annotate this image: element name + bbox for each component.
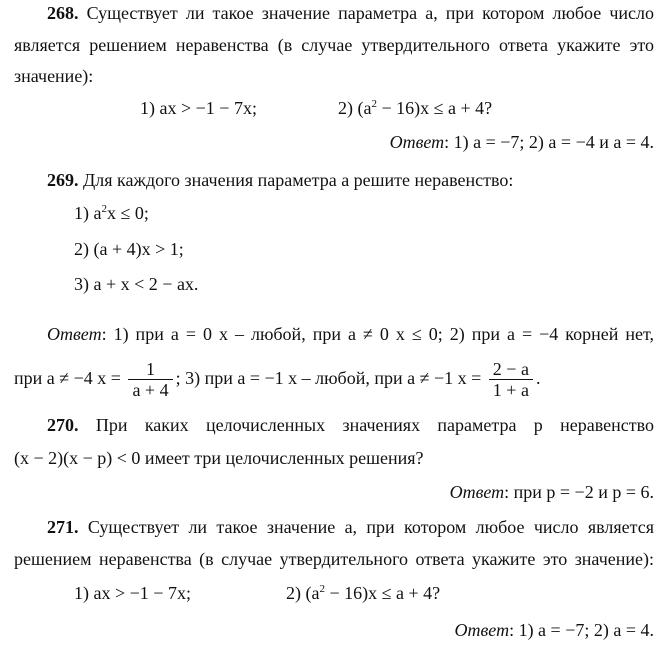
problem-269-item-2: 2) (a + 4)x > 1; bbox=[74, 239, 184, 259]
problem-268-line-2: является решением неравенства (в случае утвердительного ответа укажите это bbox=[14, 35, 654, 55]
problem-271-line-2: решением неравенства (в случае утвердительного ответа укажите это значение): bbox=[14, 549, 654, 569]
problem-268-text-1: Существует ли такое значение параметра a, при котором любое число bbox=[86, 3, 654, 23]
problem-271-item-2: 2) $(a^2 - 16)x \le a + 4$? bbox=[286, 583, 441, 603]
problem-268-number: 268. bbox=[47, 3, 79, 23]
problem-268-item-2: 2) $(a^2 - 16)x \le a + 4$? bbox=[338, 98, 493, 118]
problem-271-item-1: 1) ax > −1 − 7x; bbox=[74, 583, 191, 603]
problem-271-answer: Ответ: 1) a = −7; 2) a = 4. bbox=[454, 620, 654, 640]
problem-268-item-1: 1) ax > −1 − 7x; bbox=[140, 98, 257, 118]
problem-270-answer: Ответ: при p = −2 и p = 6. bbox=[449, 482, 654, 502]
problem-271-number: 271. bbox=[47, 517, 79, 537]
fraction-2-minus-a-over-1-plus-a: $\frac{2 - a}{1 + a}$ bbox=[489, 359, 533, 400]
problem-269-answer-line-2: при a ≠ −4 x = $\frac{1}{a + 4}$ ; 3) при a = −1 x – любой, при a ≠ −1 x = $\frac{2 - a}{1 + a}$ . bbox=[14, 359, 541, 401]
problem-268-line-3: значение): bbox=[14, 66, 94, 86]
problem-270-line-1: 270. При каких целочисленных значениях параметра p неравенство bbox=[47, 415, 655, 435]
fraction-1-over-a-plus-4: $\frac{1}{a + 4}$ bbox=[128, 359, 172, 400]
problem-268-answer: Ответ: 1) a = −7; 2) a = −4 и a = 4. bbox=[389, 132, 654, 152]
problem-269-item-1: 1) $a^2x \le 0$; bbox=[74, 203, 149, 223]
answer-label: Ответ bbox=[47, 324, 102, 344]
problem-269-item-3: 3) a + x < 2 − ax. bbox=[74, 274, 199, 294]
answer-label: Ответ bbox=[454, 620, 510, 640]
answer-label: Ответ bbox=[449, 482, 505, 502]
problem-269-answer-line-1: Ответ: 1) при a = 0 x – любой, при a ≠ 0 x ≤ 0; 2) при a = −4 корней нет, bbox=[47, 324, 654, 344]
problem-271-line-1: 271. Существует ли такое значение a, при котором любое число является bbox=[47, 517, 655, 537]
problem-269-line-1: 269. Для каждого значения параметра a решите неравенство: bbox=[47, 170, 514, 190]
problem-270-number: 270. bbox=[47, 415, 79, 435]
problem-268-line-1 bbox=[14, 2, 654, 24]
problem-270-line-2: (x − 2)(x − p) < 0 имеет три целочисленных решения? bbox=[14, 448, 424, 468]
problem-269-number: 269. bbox=[47, 170, 79, 190]
answer-label: Ответ bbox=[389, 132, 445, 152]
